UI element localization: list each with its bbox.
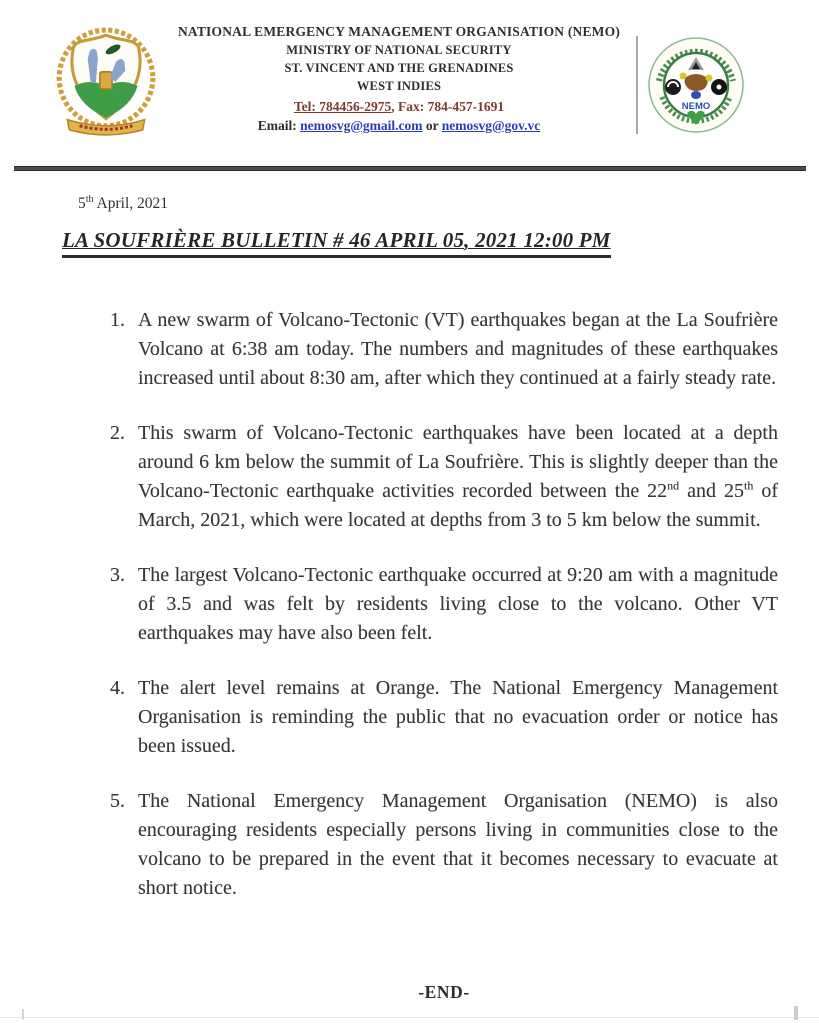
phone-fax-line [168, 99, 630, 115]
item-number: 3. [110, 564, 125, 586]
st-vincent-coat-of-arms-logo [50, 24, 162, 142]
tel-link[interactable]: Tel: 784456-2975 [293, 99, 392, 114]
item-text-part: and 25 [679, 480, 744, 502]
scan-artifact-right [794, 1006, 798, 1020]
item-text-part: of March, 2021, which were located at depths from 3 to 5 km below the summit. [138, 480, 778, 531]
nemo-circular-logo [646, 34, 746, 136]
email-label: Email: [257, 118, 301, 133]
org-name: NATIONAL EMERGENCY MANAGEMENT ORGANISATION (NEMO) [177, 24, 621, 39]
bulletin-item-4 [110, 674, 778, 761]
bulletin-item-3 [110, 561, 778, 648]
item-text: The largest Volcano-Tectonic earthquake occurred at 9:20 am with a magnitude of 3.5 and was felt by residents living close to the volcano. Other VT earthquakes may have also been felt. [138, 564, 778, 644]
ministry-line: MINISTRY OF NATIONAL SECURITY [286, 43, 512, 57]
bulletin-item-1 [110, 306, 778, 393]
email-or-text: or [422, 118, 442, 133]
date-day: 5 [78, 195, 86, 213]
scan-artifact-left [22, 1009, 24, 1020]
email-link-gov[interactable]: nemosvg@gov.vc [441, 118, 541, 133]
bulletin-item-2 [110, 419, 778, 535]
page-bottom-edge [0, 1017, 819, 1018]
ordinal-suffix: nd [667, 478, 680, 493]
bulletin-title: LA SOUFRIÈRE BULLETIN # 46 APRIL 05, 2021 12:00 PM [62, 228, 611, 258]
header-vertical-divider [636, 36, 638, 134]
letterhead [168, 24, 630, 134]
country-line: ST. VINCENT AND THE GRENADINES [284, 61, 514, 75]
item-text-part: This swarm of Volcano-Tectonic earthquakes have been located at a depth around 6 km below the summit of La Soufrière. This is slightly deeper than the Volcano-Tectonic earthquake activities recorded between the 22 [138, 422, 778, 502]
item-number: 5. [110, 790, 125, 812]
item-number: 1. [110, 309, 125, 331]
email-line [168, 118, 630, 134]
date-line [78, 194, 168, 213]
item-text: The National Emergency Management Organisation (NEMO) is also encouraging residents especially persons living in communities close to the volcano to be prepared in the event that it becomes necessary to evacuate at short notice. [138, 790, 778, 899]
date-rest: April, 2021 [93, 195, 169, 213]
item-number: 4. [110, 677, 125, 699]
end-marker: -END- [418, 982, 470, 1002]
email-link-gmail[interactable]: nemosvg@gmail.com [300, 118, 423, 133]
date-ordinal-suffix: th [85, 194, 94, 205]
item-number: 2. [110, 422, 125, 444]
fax-text: , Fax: 784-457-1691 [391, 99, 505, 114]
item-text: A new swarm of Volcano-Tectonic (VT) earthquakes began at the La Soufrière Volcano at 6:38 am today. The numbers and magnitudes of these earthquakes increased until about 8:30 am, after which they continued at a fairly steady rate. [138, 309, 778, 389]
region-line: WEST INDIES [356, 79, 442, 93]
bulletin-item-5 [110, 787, 778, 903]
ordinal-suffix: th [744, 478, 754, 493]
item-text [138, 419, 778, 535]
item-text: The alert level remains at Orange. The National Emergency Management Organisation is reminding the public that no evacuation order or notice has been issued. [138, 677, 778, 757]
bulletin-body [110, 306, 778, 929]
header-rule [14, 166, 806, 171]
nemo-logo-label: NEMO [681, 101, 711, 112]
